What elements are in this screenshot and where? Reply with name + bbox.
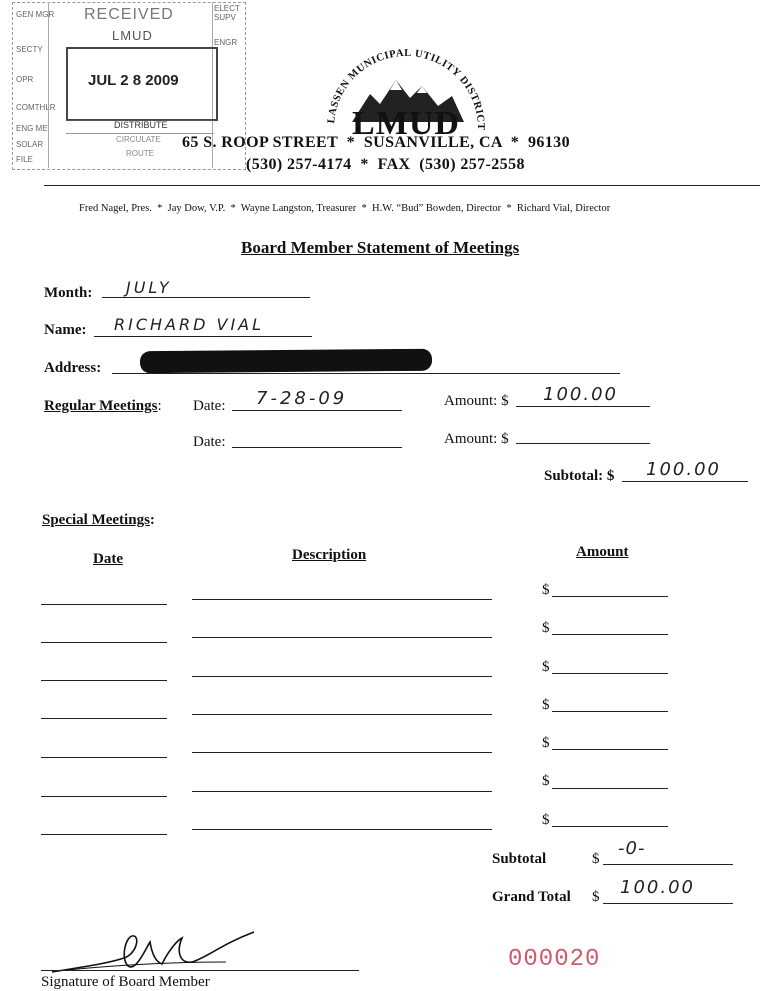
reg1-date-value: 7-28-09 [256,388,348,409]
name-line [94,336,312,337]
reg-subtotal-value: 100.00 [646,459,721,480]
special-amount-line [552,596,668,597]
special-amount-line [552,749,668,750]
stamp-row: ROUTE [126,149,154,158]
special-dollar: $ [542,697,550,713]
special-date-line [41,834,167,835]
regular-meetings-colon: : [157,398,162,414]
reg2-date-line [232,447,402,448]
grand-total-label: Grand Total [492,889,571,905]
stamp-right-label: ELECT SUPV [214,4,240,22]
header-address: 65 S. ROOP STREET * SUSANVILLE, CA * 96130 [182,134,570,151]
reg1-amount-label: Amount: $ [444,393,509,409]
special-desc-line [192,791,492,792]
stamp-left-label: GEN MGR [16,10,55,19]
special-dollar: $ [542,659,550,675]
signature-label: Signature of Board Member [41,974,210,990]
stamp-left-label: FILE [16,155,33,164]
special-amount-line [552,788,668,789]
grand-total-line [603,903,733,904]
special-date-line [41,680,167,681]
logo-arc-text: LASSEN MUNICIPAL UTILITY DISTRICT [326,47,487,131]
signature-scribble [46,928,260,976]
special-dollar: $ [542,773,550,789]
lmud-logo [318,36,494,140]
reg1-amount-line [516,406,650,407]
col-amount-header: Amount [576,544,629,560]
special-date-line [41,796,167,797]
special-desc-line [192,676,492,677]
reg2-amount-label: Amount: $ [444,431,509,447]
reg1-date-line [232,410,402,411]
logo-mark: LMUD [352,105,460,140]
col-date-header: Date [93,551,123,567]
stamp-left-label: ENG ME [16,124,48,133]
special-subtotal-dollar: $ [592,851,600,867]
month-label: Month: [44,285,93,301]
special-date-line [41,642,167,643]
special-amount-line [552,673,668,674]
special-meetings-colon: : [149,512,155,528]
grand-total-value: 100.00 [620,877,695,898]
address-line [112,373,620,374]
stamp-row: CIRCULATE [116,135,161,144]
board-members: Fred Nagel, Pres. * Jay Dow, V.P. * Wayne Langston, Treasurer * H.W. “Bud” Bowden, Director * Richard Vial, Director [79,203,611,214]
reg1-date-label: Date: [193,398,226,414]
special-desc-line [192,829,492,830]
special-subtotal-line [603,864,733,865]
special-dollar: $ [542,812,550,828]
document-number: 000020 [508,946,601,973]
special-amount-line [552,711,668,712]
header-divider [44,185,760,186]
special-desc-line [192,752,492,753]
special-meetings-label [42,512,155,529]
stamp-right-label: ENGR [214,38,238,47]
name-label: Name: [44,322,87,338]
special-subtotal-label: Subtotal [492,851,547,867]
special-subtotal-value: -0- [618,838,646,859]
special-date-line [41,718,167,719]
signature-line [41,970,359,971]
stamp-received-text: RECEIVED [84,6,174,23]
month-line [102,297,310,298]
address-label: Address: [44,360,102,376]
stamp-date: JUL 2 8 2009 [88,72,179,89]
special-dollar: $ [542,620,550,636]
stamp-org-text: LMUD [112,28,153,43]
stamp-distribute: DISTRIBUTE [114,120,168,130]
reg2-date-label: Date: [193,434,226,450]
special-desc-line [192,714,492,715]
stamp-left-label: SOLAR [16,140,44,149]
stamp-left-label: COMTHLR [16,103,56,112]
special-date-line [41,757,167,758]
regular-meetings-label [44,398,162,415]
special-dollar: $ [542,582,550,598]
special-amount-line [552,634,668,635]
special-date-line [41,604,167,605]
special-desc-line [192,599,492,600]
reg-subtotal-line [622,481,748,482]
stamp-left-label: OPR [16,75,34,84]
grand-total-dollar: $ [592,889,600,905]
name-value: RICHARD VIAL [114,315,265,334]
address-redaction [140,349,432,374]
reg1-amount-value: 100.00 [543,384,618,405]
regular-meetings-text: Regular Meetings [44,398,158,414]
header-phones: (530) 257-4174 * FAX (530) 257-2558 [246,156,525,173]
stamp-left-label: SECTY [16,45,43,54]
month-value: JULY [126,278,172,297]
reg2-amount-line [516,443,650,444]
special-desc-line [192,637,492,638]
special-meetings-text: Special Meetings [42,512,150,528]
special-dollar: $ [542,735,550,751]
special-amount-line [552,826,668,827]
form-title: Board Member Statement of Meetings [241,238,520,257]
reg-subtotal-label: Subtotal: $ [544,468,615,484]
col-description-header: Description [292,547,367,563]
